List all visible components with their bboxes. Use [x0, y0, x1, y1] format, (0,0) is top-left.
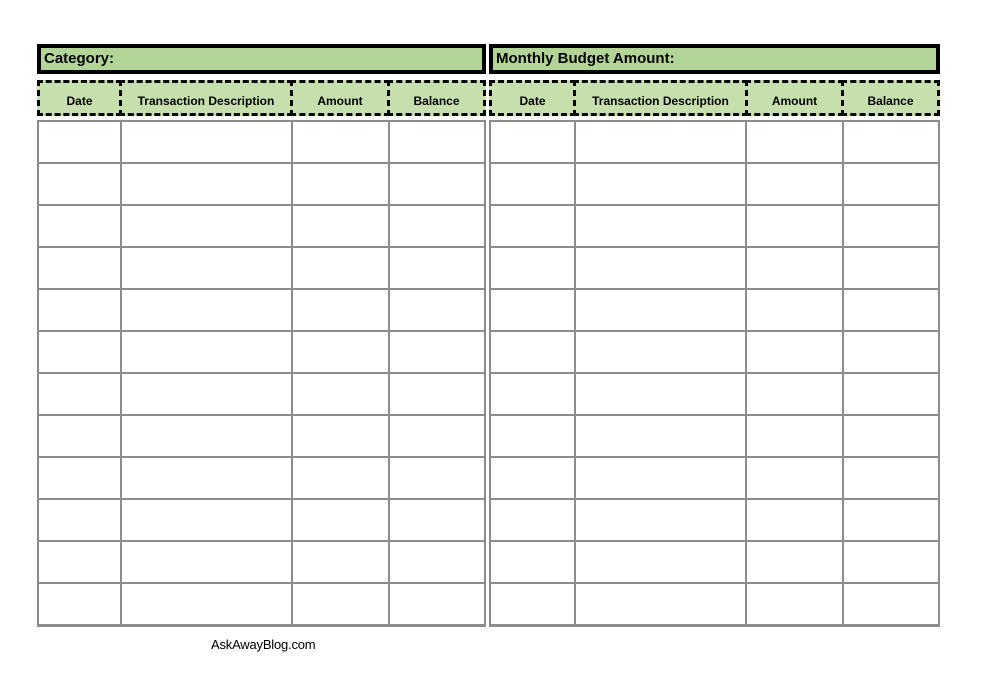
- left-entry-cell[interactable]: [291, 374, 388, 414]
- right-entry-cell[interactable]: [842, 584, 938, 624]
- right-entry-cell[interactable]: [745, 332, 842, 372]
- left-table-row: [39, 162, 484, 204]
- right-entry-cell[interactable]: [491, 164, 574, 204]
- right-entry-cell[interactable]: [574, 458, 745, 498]
- right-entry-cell[interactable]: [745, 290, 842, 330]
- left-header-row: [37, 80, 486, 116]
- left-table-row: [39, 288, 484, 330]
- left-table-row: [39, 204, 484, 246]
- right-table-row: [491, 456, 938, 498]
- right-entry-cell[interactable]: [745, 248, 842, 288]
- left-table-row: [39, 372, 484, 414]
- left-entry-cell[interactable]: [120, 122, 291, 162]
- left-col-balance: Balance: [387, 80, 486, 116]
- right-table-row: [491, 246, 938, 288]
- right-table-row: [491, 582, 938, 624]
- left-col-amount: Amount: [290, 80, 390, 116]
- left-entry-cell[interactable]: [39, 332, 120, 372]
- left-entry-cell[interactable]: [388, 542, 484, 582]
- left-entry-grid: [37, 120, 486, 627]
- category-title: Category:: [37, 44, 486, 74]
- left-entry-cell[interactable]: [120, 458, 291, 498]
- left-entry-cell[interactable]: [388, 290, 484, 330]
- right-header-row: [489, 80, 940, 116]
- right-entry-cell[interactable]: [842, 500, 938, 540]
- right-entry-cell[interactable]: [574, 584, 745, 624]
- left-entry-cell[interactable]: [388, 122, 484, 162]
- left-entry-cell[interactable]: [39, 458, 120, 498]
- right-entry-cell[interactable]: [745, 542, 842, 582]
- left-entry-cell[interactable]: [388, 164, 484, 204]
- left-entry-cell[interactable]: [388, 416, 484, 456]
- right-entry-cell[interactable]: [491, 458, 574, 498]
- footer-watermark: AskAwayBlog.com: [211, 637, 316, 652]
- left-entry-cell[interactable]: [388, 458, 484, 498]
- right-entry-cell[interactable]: [574, 500, 745, 540]
- left-entry-cell[interactable]: [120, 164, 291, 204]
- left-entry-cell[interactable]: [120, 416, 291, 456]
- left-entry-cell[interactable]: [291, 122, 388, 162]
- right-table-row: [491, 288, 938, 330]
- right-entry-cell[interactable]: [745, 416, 842, 456]
- right-col-date: Date: [489, 80, 576, 116]
- right-entry-cell[interactable]: [745, 500, 842, 540]
- right-entry-cell[interactable]: [842, 458, 938, 498]
- right-entry-cell[interactable]: [745, 458, 842, 498]
- right-entry-cell[interactable]: [574, 374, 745, 414]
- left-table-row: [39, 540, 484, 582]
- right-budget-table: [489, 44, 940, 627]
- left-entry-cell[interactable]: [291, 290, 388, 330]
- right-entry-cell[interactable]: [842, 416, 938, 456]
- monthly-budget-title: Monthly Budget Amount:: [489, 44, 940, 74]
- left-entry-cell[interactable]: [120, 206, 291, 246]
- left-entry-cell[interactable]: [291, 584, 388, 624]
- left-table-row: [39, 122, 484, 162]
- left-entry-cell[interactable]: [291, 500, 388, 540]
- left-table-row: [39, 456, 484, 498]
- left-entry-cell[interactable]: [388, 206, 484, 246]
- right-entry-cell[interactable]: [491, 122, 574, 162]
- right-entry-cell[interactable]: [491, 542, 574, 582]
- right-entry-cell[interactable]: [745, 122, 842, 162]
- left-entry-cell[interactable]: [120, 374, 291, 414]
- right-entry-cell[interactable]: [842, 164, 938, 204]
- right-table-row: [491, 122, 938, 162]
- right-table-row: [491, 162, 938, 204]
- right-entry-cell[interactable]: [842, 248, 938, 288]
- left-entry-cell[interactable]: [39, 164, 120, 204]
- right-entry-cell[interactable]: [745, 584, 842, 624]
- right-entry-cell[interactable]: [491, 374, 574, 414]
- right-entry-cell[interactable]: [745, 164, 842, 204]
- left-entry-cell[interactable]: [39, 584, 120, 624]
- left-entry-cell[interactable]: [39, 500, 120, 540]
- left-entry-cell[interactable]: [39, 206, 120, 246]
- right-entry-cell[interactable]: [574, 122, 745, 162]
- left-entry-cell[interactable]: [388, 248, 484, 288]
- left-entry-cell[interactable]: [291, 458, 388, 498]
- right-entry-cell[interactable]: [574, 542, 745, 582]
- right-col-balance: Balance: [841, 80, 940, 116]
- right-entry-cell[interactable]: [491, 416, 574, 456]
- left-entry-cell[interactable]: [291, 542, 388, 582]
- right-col-description: Transaction Description: [573, 80, 748, 116]
- right-entry-cell[interactable]: [574, 416, 745, 456]
- right-entry-cell[interactable]: [842, 542, 938, 582]
- left-entry-cell[interactable]: [291, 164, 388, 204]
- right-table-row: [491, 540, 938, 582]
- right-entry-cell[interactable]: [842, 374, 938, 414]
- left-budget-table: [37, 44, 486, 627]
- right-entry-cell[interactable]: [491, 206, 574, 246]
- left-entry-cell[interactable]: [120, 500, 291, 540]
- right-entry-cell[interactable]: [491, 290, 574, 330]
- left-entry-cell[interactable]: [120, 584, 291, 624]
- right-entry-cell[interactable]: [491, 248, 574, 288]
- left-table-row: [39, 582, 484, 624]
- right-entry-cell[interactable]: [574, 164, 745, 204]
- left-entry-cell[interactable]: [39, 248, 120, 288]
- right-entry-cell[interactable]: [491, 500, 574, 540]
- right-col-amount: Amount: [745, 80, 844, 116]
- right-entry-cell[interactable]: [574, 332, 745, 372]
- left-entry-cell[interactable]: [388, 332, 484, 372]
- left-table-row: [39, 498, 484, 540]
- left-table-row: [39, 414, 484, 456]
- left-entry-cell[interactable]: [291, 248, 388, 288]
- left-entry-cell[interactable]: [388, 584, 484, 624]
- right-entry-cell[interactable]: [842, 122, 938, 162]
- right-entry-cell[interactable]: [574, 248, 745, 288]
- left-entry-cell[interactable]: [120, 332, 291, 372]
- left-entry-cell[interactable]: [120, 542, 291, 582]
- left-entry-cell[interactable]: [120, 290, 291, 330]
- left-table-row: [39, 246, 484, 288]
- left-col-date: Date: [37, 80, 122, 116]
- left-entry-cell[interactable]: [120, 248, 291, 288]
- right-entry-cell[interactable]: [842, 206, 938, 246]
- right-entry-cell[interactable]: [491, 332, 574, 372]
- left-entry-cell[interactable]: [388, 500, 484, 540]
- right-entry-cell[interactable]: [842, 290, 938, 330]
- right-entry-cell[interactable]: [745, 374, 842, 414]
- left-entry-cell[interactable]: [291, 206, 388, 246]
- left-entry-cell[interactable]: [39, 416, 120, 456]
- left-entry-cell[interactable]: [39, 290, 120, 330]
- left-col-description: Transaction Description: [119, 80, 293, 116]
- left-entry-cell[interactable]: [388, 374, 484, 414]
- right-table-row: [491, 204, 938, 246]
- right-table-row: [491, 414, 938, 456]
- left-entry-cell[interactable]: [291, 416, 388, 456]
- right-entry-grid: [489, 120, 940, 627]
- left-entry-cell[interactable]: [39, 374, 120, 414]
- left-entry-cell[interactable]: [291, 332, 388, 372]
- right-entry-cell[interactable]: [491, 584, 574, 624]
- left-table-row: [39, 330, 484, 372]
- right-table-row: [491, 330, 938, 372]
- right-entry-cell[interactable]: [574, 206, 745, 246]
- right-table-row: [491, 372, 938, 414]
- left-entry-cell[interactable]: [39, 122, 120, 162]
- right-entry-cell[interactable]: [842, 332, 938, 372]
- right-entry-cell[interactable]: [745, 206, 842, 246]
- left-entry-cell[interactable]: [39, 542, 120, 582]
- right-table-row: [491, 498, 938, 540]
- right-entry-cell[interactable]: [574, 290, 745, 330]
